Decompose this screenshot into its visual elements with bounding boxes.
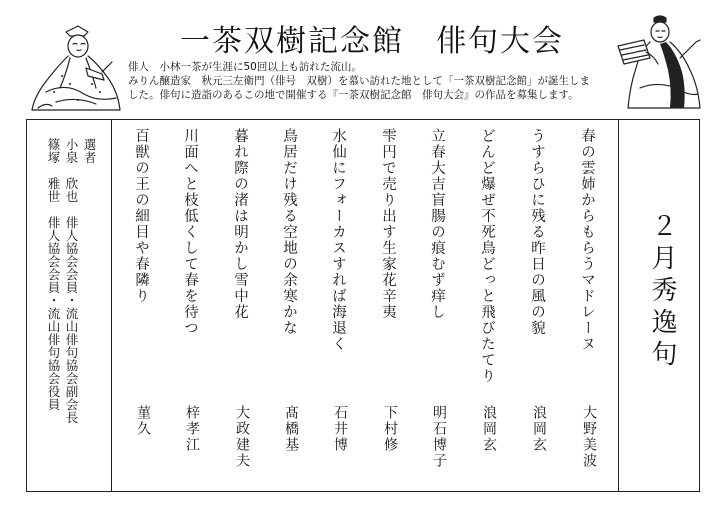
haiku-text: 川面へと枝低くして春を待つ (182, 128, 198, 336)
poet-portrait-left-illustration (26, 22, 126, 114)
haiku-author: 大政建夫 (234, 405, 250, 469)
haiku-author: 梓孝江 (184, 405, 200, 453)
haiku-text: 鳥居だけ残る空地の余寒かな (281, 128, 297, 336)
haiku-text: 水仙にフォーカスすれば海退く (330, 128, 346, 352)
haiku-author: 下村修 (382, 405, 398, 453)
haiku-text: どんど爆ぜ不死鳥どっと飛びたてり (479, 128, 495, 384)
poet-portrait-right-illustration (610, 12, 706, 112)
haiku-text: 百獣の王の細目や春隣り (133, 128, 149, 304)
section-heading: ２月秀逸句 (647, 212, 677, 372)
haiku-author: 明石博子 (431, 405, 447, 469)
divider (111, 120, 112, 491)
haiku-author: 菫久 (135, 405, 151, 437)
selector-line: 小泉 欣也 俳人協会会員・流山俳句協会副会長 (64, 138, 79, 424)
selector-line: 篠塚 雅世 俳人協会会員・流山俳句協会役員 (46, 138, 61, 411)
intro-line: した。俳句に造詣のあるこの地で開催する『一茶双樹記念館 俳句大会』の作品を募集します。 (128, 89, 579, 101)
haiku-author: 髙橋基 (283, 405, 299, 453)
intro-line: 俳人 小林一茶が生涯に50回以上も訪れた流山。 (128, 61, 362, 73)
haiku-author: 浪岡玄 (531, 405, 547, 453)
haiku-text: 春の雲姉からもらうマドレーヌ (579, 128, 595, 352)
haiku-text: 立春大吉盲腸の痕むず痒し (429, 128, 445, 320)
intro-line: みりん醸造家 秋元三左衛門（俳号 双樹）を慕い訪れた地として「一茶双樹記念館」が誕生しま (128, 75, 590, 87)
haiku-text: 雫円で売り出す生家花辛夷 (380, 128, 396, 320)
selectors-label: 選者 (82, 138, 97, 164)
page-title: 一茶双樹記念館 俳句大会 (180, 24, 564, 59)
divider (618, 120, 619, 491)
haiku-author: 石井博 (332, 405, 348, 453)
haiku-author: 大野美波 (581, 405, 597, 469)
haiku-author: 浪岡玄 (481, 405, 497, 453)
haiku-text: うすらひに残る昨日の風の貌 (529, 128, 545, 336)
intro-text (128, 60, 606, 102)
haiku-text: 暮れ際の渚は明かし雪中花 (232, 128, 248, 320)
haiku-results-panel (26, 119, 700, 492)
